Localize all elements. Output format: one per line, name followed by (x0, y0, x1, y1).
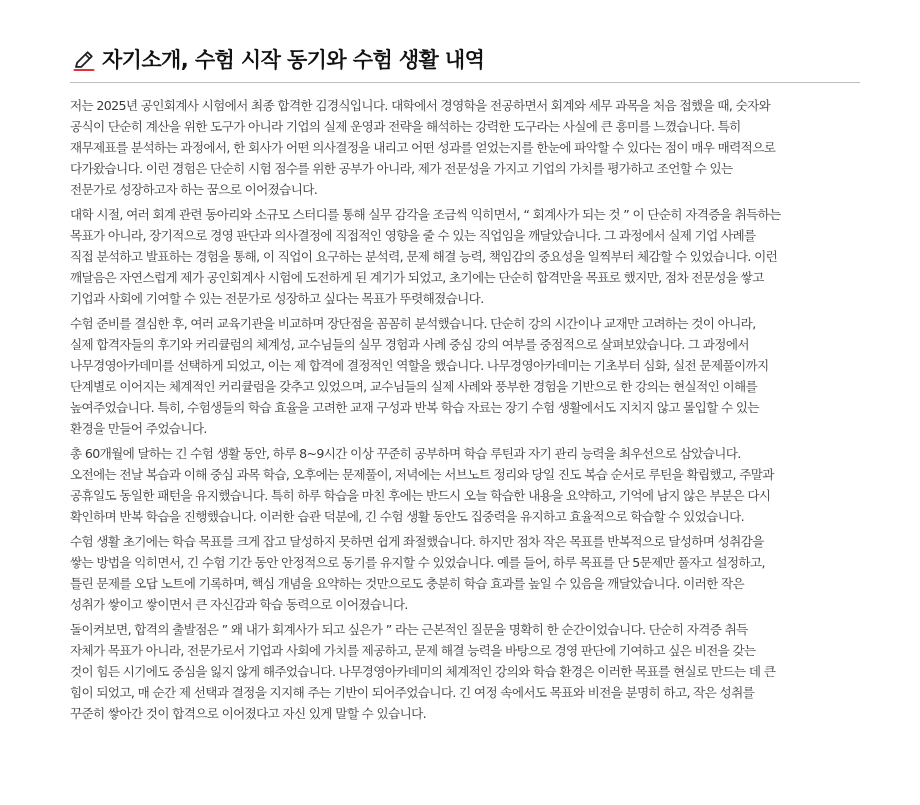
paragraph-line: 오전에는 전날 복습과 이해 중심 과목 학습, 오후에는 문제풀이, 저녁에는 서브노트 정리와 당일 진도 복습 순서로 루틴을 확립했고, 주말과 (70, 467, 774, 482)
paragraph-line: 것이 힘든 시기에도 중심을 잃지 않게 해주었습니다. 나무경영아카데미의 체계적인 강의와 학습 환경은 이러한 목표를 현실로 만드는 데 큰 (70, 664, 776, 679)
paragraph-line: 공식이 단순히 계산을 위한 도구가 아니라 기업의 실제 운영과 전략을 해석하는 강력한 도구라는 사실에 큰 흥미를 느꼈습니다. 특히 (70, 119, 741, 134)
paragraph-line: 전문가로 성장하고자 하는 꿈으로 이어졌습니다. (70, 182, 318, 197)
essay-body (70, 95, 860, 728)
paragraph-line: 환경을 만들어 주었습니다. (70, 421, 207, 436)
paragraph-line: 높여주었습니다. 특히, 수험생들의 학습 효율을 고려한 교재 구성과 반복 학습 자료는 장기 수험 생활에서도 지치지 않고 몰입할 수 있는 (70, 400, 759, 415)
paragraph-line: 수험 준비를 결심한 후, 여러 교육기관을 비교하며 장단점을 꼼꼼히 분석했습니다. 단순히 강의 시간이나 교재만 고려하는 것이 아니라, (70, 316, 756, 331)
paragraph-line: 틀린 문제를 오답 노트에 기록하며, 핵심 개념을 요약하는 것만으로도 충분히 학습 효과를 높일 수 있음을 깨달았습니다. 이러한 작은 (70, 576, 745, 591)
paragraph-1 (70, 95, 860, 200)
paragraph-line: 나무경영아카데미를 선택하게 되었고, 이는 제 합격에 결정적인 역할을 했습니다. 나무경영아카데미는 기초부터 심화, 실전 문제풀이까지 (70, 358, 769, 373)
paragraph-4 (70, 443, 860, 527)
paragraph-line: 실제 합격자들의 후기와 커리큘럼의 체계성, 교수님들의 실무 경험과 사례 중심 강의 여부를 중점적으로 살펴보았습니다. 그 과정에서 (70, 337, 749, 352)
paragraph-line: 재무제표를 분석하는 과정에서, 한 회사가 어떤 의사결정을 내리고 어떤 성과를 얻었는지를 한눈에 파악할 수 있다는 점이 매우 매력적으로 (70, 140, 776, 155)
paragraph-line: 돌이켜보면, 합격의 출발점은 ” 왜 내가 회계사가 되고 싶은가 ” 라는 근본적인 질문을 명확히 한 순간이었습니다. 단순히 자격증 취득 (70, 622, 748, 637)
paragraph-3 (70, 313, 860, 439)
paragraph-line: 꾸준히 쌓아간 것이 합격으로 이어졌다고 자신 있게 말할 수 있습니다. (70, 706, 426, 721)
paragraph-line: 직접 분석하고 발표하는 경험을 통해, 이 직업이 요구하는 분석력, 문제 해결 능력, 책임감의 중요성을 일찍부터 체감할 수 있었습니다. 이런 (70, 249, 778, 264)
paragraph-5 (70, 531, 860, 615)
page-title: 자기소개, 수험 시작 동기와 수험 생활 내역 (102, 48, 485, 72)
paragraph-line: 대학 시절, 여러 회계 관련 동아리와 소규모 스터디를 통해 실무 감각을 조금씩 익히면서, “ 회계사가 되는 것 ” 이 단순히 자격증을 취득하는 (70, 207, 781, 222)
paragraph-line: 기업과 사회에 기여할 수 있는 전문가로 성장하고 싶다는 목표가 뚜렷해졌습니다. (70, 291, 484, 306)
paragraph-line: 공휴일도 동일한 패턴을 유지했습니다. 특히 하루 학습을 마친 후에는 반드시 오늘 학습한 내용을 요약하고, 기억에 남지 않은 부분은 다시 (70, 488, 771, 503)
paragraph-line: 단계별로 이어지는 체계적인 커리큘럼을 갖추고 있었으며, 교수님들의 실제 사례와 풍부한 경험을 기반으로 한 강의는 현실적인 이해를 (70, 379, 758, 394)
paragraph-2 (70, 204, 860, 309)
paragraph-line: 깨달음은 자연스럽게 제가 공인회계사 시험에 도전하게 된 계기가 되었고, 초기에는 단순히 합격만을 목표로 했지만, 점차 전문성을 쌓고 (70, 270, 764, 285)
paragraph-line: 수험 생활 초기에는 학습 목표를 크게 잡고 달성하지 못하면 쉽게 좌절했습니다. 하지만 점차 작은 목표를 반복적으로 달성하며 성취감을 (70, 534, 764, 549)
paragraph-line: 힘이 되었고, 매 순간 제 선택과 결정을 지지해 주는 기반이 되어주었습니다. 긴 여정 속에서도 목표와 비전을 분명히 하고, 작은 성취를 (70, 685, 755, 700)
paragraph-line: 쌓는 방법을 익히면서, 긴 수험 기간 동안 안정적으로 동기를 유지할 수 있었습니다. 예를 들어, 하루 목표를 단 5문제만 풀자고 설정하고, (70, 555, 765, 570)
paragraph-line: 총 60개월에 달하는 긴 수험 생활 동안, 하루 8~9시간 이상 꾸준히 공부하며 학습 루틴과 자기 관리 능력을 최우선으로 삼았습니다. (70, 446, 741, 461)
paragraph-line: 성취가 쌓이고 쌓이면서 큰 자신감과 학습 동력으로 이어졌습니다. (70, 597, 408, 612)
pencil-icon (72, 48, 96, 72)
section-header (70, 44, 860, 83)
paragraph-line: 자체가 목표가 아니라, 전문가로서 기업과 사회에 가치를 제공하고, 문제 해결 능력을 바탕으로 경영 판단에 기여하고 싶은 비전을 갖는 (70, 643, 756, 658)
paragraph-line: 다가왔습니다. 이런 경험은 단순히 시험 점수를 위한 공부가 아니라, 제가 전문성을 가지고 기업의 가치를 평가하고 조언할 수 있는 (70, 161, 733, 176)
paragraph-6 (70, 619, 860, 724)
paragraph-line: 저는 2025년 공인회계사 시험에서 최종 합격한 김경식입니다. 대학에서 경영학을 전공하면서 회계와 세무 과목을 처음 접했을 때, 숫자와 (70, 98, 771, 113)
paragraph-line: 목표가 아니라, 장기적으로 경영 판단과 의사결정에 직접적인 영향을 줄 수 있는 직업임을 깨달았습니다. 그 과정에서 실제 기업 사례를 (70, 228, 756, 243)
paragraph-line: 확인하며 반복 학습을 진행했습니다. 이러한 습관 덕분에, 긴 수험 생활 동안도 집중력을 유지하고 효율적으로 학습할 수 있었습니다. (70, 509, 745, 524)
